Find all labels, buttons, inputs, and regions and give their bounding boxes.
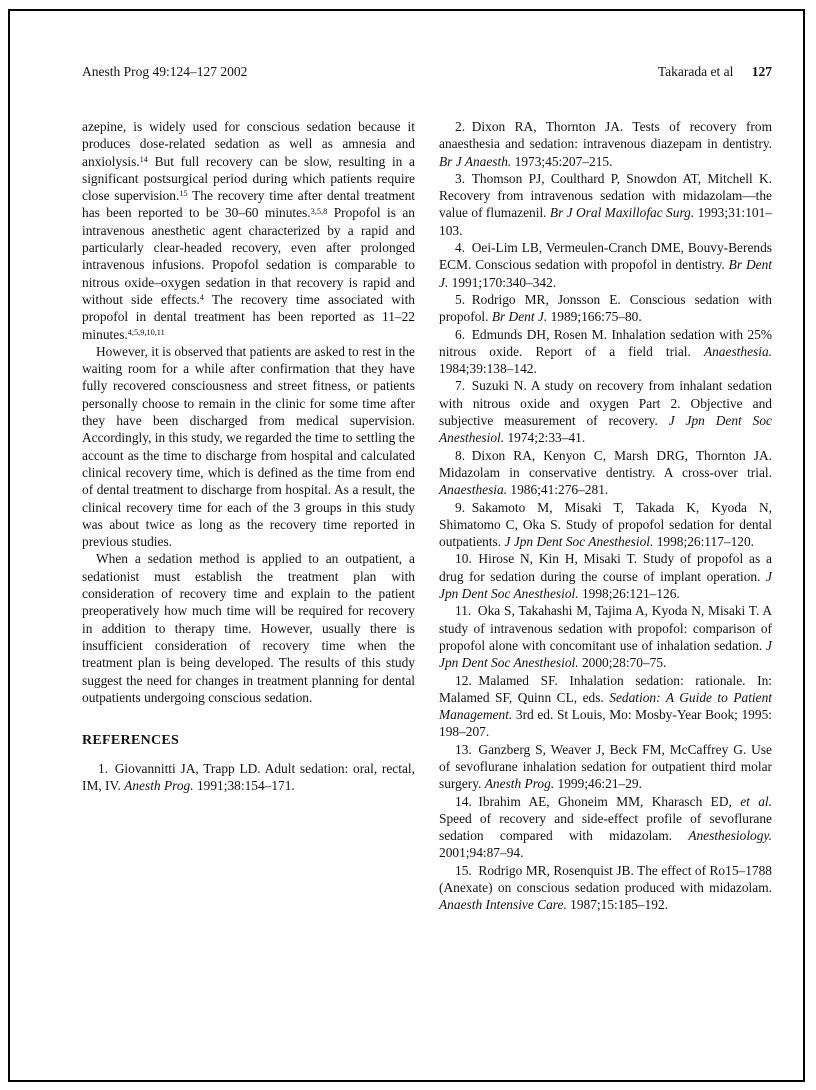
running-header [82,63,772,80]
reference-9: 9. Sakamoto M, Misaki T, Takada K, Kyoda N, Shimatomo C, Oka S. Study of propofol sedation for dental outpatients. J Jpn Dent Soc Anesthesiol. 1998;26:117–120. [439,499,772,550]
reference-5: 5. Rodrigo MR, Jonsson E. Conscious sedation with propofol. Br Dent J. 1989;166:75–80. [439,291,772,325]
reference-10: 10. Hirose N, Kin H, Misaki T. Study of propofol as a drug for sedation during the course of implant operation. J Jpn Dent Soc Anesthesiol. 1998;26:121–126. [439,551,772,602]
header-page-number: 127 [751,64,772,79]
reference-8: 8. Dixon RA, Kenyon C, Marsh DRG, Thornton JA. Midazolam in conservative dentistry. A cross-over trial. Anaesthesia. 1986;41:276–281. [439,447,772,498]
left-column [82,118,415,914]
reference-11: 11. Oka S, Takahashi M, Tajima A, Kyoda N, Misaki T. A study of intravenous sedation with propofol: comparison of propofol alone with concomitant use of inhalation sedation. J Jpn Dent Soc Anesthesiol. 2000;28:70–75. [439,603,772,671]
header-authors: Takarada et al [657,64,734,79]
reference-1: 1. Giovannitti JA, Trapp LD. Adult sedation: oral, rectal, IM, IV. Anesth Prog. 1991;38:154–171. [82,761,415,794]
reference-3: 3. Thomson PJ, Coulthard P, Snowdon AT, Mitchell K. Recovery from intravenous sedation with midazolam—the value of flumazenil. Br J Oral Maxillofac Surg. 1993;31:101–103. [439,170,772,238]
body-paragraph-3: When a sedation method is applied to an outpatient, a sedationist must establish the treatment plan with consideration of recovery time and explain to the patient preoperatively how much time will be required for recovery in addition to therapy time. However, usually there is insufficient consideration of recovery time when the treatment plan is being developed. The results of this study suggest the need for changes in treatment planning for dental outpatients undergoing conscious sedation. [82,551,415,705]
body-paragraph-1: azepine, is widely used for conscious sedation because it produces dose-related sedation as well as amnesia and anxiolysis.$^{14}$ But full recovery can be slow, resulting in a significant postsurgical period during which patients require close supervision.$^{15}$ The recovery time after dental treatment has been reported to be 30–60 minutes.$^{3,5,8}$ Propofol is an intravenous anesthetic agent characterized by a rapid and particularly clear-headed recovery, even after prolonged intravenous infusions. Propofol sedation is comparable to nitrous oxide–oxygen sedation in that recovery is rapid and without side effects.$^4$ The recovery time associated with propofol in dental treatment has been reported as 11–22 minutes.$^{4,5,9,10,11}$ [82,119,416,342]
right-column [439,118,772,914]
reference-12: 12. Malamed SF. Inhalation sedation: rationale. In: Malamed SF, Quinn CL, eds. Sedation: A Guide to Patient Management. 3rd ed. St Louis, Mo: Mosby-Year Book; 1995: 198–207. [439,672,773,740]
body-paragraph-2: However, it is observed that patients are asked to rest in the waiting room for a while after confirmation that they have fully recovered consciousness and street fitness, or patients personally choose to remain in the clinic for some time after they have been discharged from medical supervision. Accordingly, in this study, we regarded the time to settling the account as the time to discharge from hospital and calculated clinical recovery time, which is defined as the time from end of dental treatment to discharge from hospital. As a result, the clinical recovery time for each of the 3 groups in this study was about twice as long as the recovery time reported in previous studies. [82,343,415,550]
header-right [658,63,772,80]
reference-6: 6. Edmunds DH, Rosen M. Inhalation sedation with 25% nitrous oxide. Report of a field trial. Anaesthesia. 1984;39:138–142. [439,326,772,377]
reference-4: 4. Oei-Lim LB, Vermeulen-Cranch DME, Bouvy-Berends ECM. Conscious sedation with propofol in dentistry. Br Dent J. 1991;170:340–342. [439,240,772,290]
reference-2: 2. Dixon RA, Thornton JA. Tests of recovery from anaesthesia and sedation: intravenous diazepam in dentistry. Br J Anaesth. 1973;45:207–215. [439,119,772,169]
references-heading: REFERENCES [82,733,180,749]
reference-7: 7. Suzuki N. A study on recovery from inhalant sedation with nitrous oxide and oxygen Part 2. Objective and subjective measurement of recovery. J Jpn Dent Soc Anesthesiol. 1974;2:33–41. [439,378,772,446]
page-content [82,63,772,914]
reference-15: 15. Rodrigo MR, Rosenquist JB. The effect of Ro15–1788 (Anexate) on conscious sedation produced with midazolam. Anaesth Intensive Care. 1987;15:185–192. [439,862,772,913]
reference-14: 14. Ibrahim AE, Ghoneim MM, Kharasch ED, et al. Speed of recovery and side-effect profile of sevoflurane sedation compared with midazolam. Anesthesiology. 2001;94:87–94. [439,793,772,861]
header-citation: Anesth Prog 49:124–127 2002 [82,64,248,79]
reference-13: 13. Ganzberg S, Weaver J, Beck FM, McCaffrey G. Use of sevoflurane inhalation sedation for outpatient third molar surgery. Anesth Prog. 1999;46:21–29. [439,741,772,792]
two-column-body [82,118,772,914]
